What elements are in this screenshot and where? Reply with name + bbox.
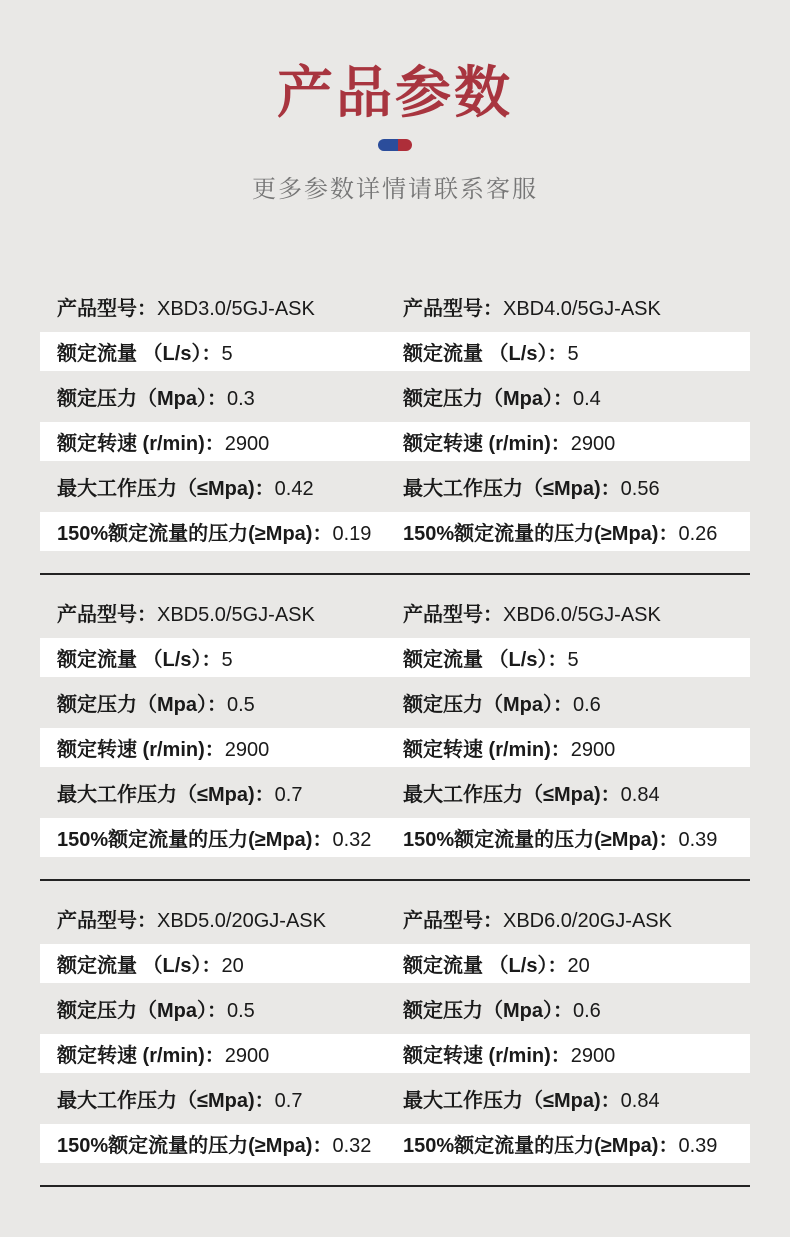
spec-cell-right bbox=[395, 643, 750, 672]
spec-label: 产品型号： bbox=[57, 909, 157, 932]
spec-value: 20 bbox=[567, 954, 590, 977]
spec-label: 额定转速 (r/min)： bbox=[57, 738, 225, 761]
spec-cell-right bbox=[395, 292, 750, 321]
spec-cell-right bbox=[395, 1084, 750, 1113]
spec-label: 150%额定流量的压力(≥Mpa)： bbox=[57, 828, 333, 851]
overload-flow-pressure-row bbox=[40, 1124, 750, 1163]
spec-label: 额定压力（Mpa）： bbox=[403, 387, 573, 410]
spec-value: 0.32 bbox=[332, 1134, 372, 1157]
product-model-row bbox=[40, 284, 750, 329]
spec-label: 额定压力（Mpa）： bbox=[403, 999, 573, 1022]
spec-label: 额定流量 （L/s）： bbox=[57, 648, 222, 671]
spec-cell-right bbox=[395, 994, 750, 1023]
spec-cell-right bbox=[395, 1129, 750, 1158]
spec-label: 150%额定流量的压力(≥Mpa)： bbox=[403, 522, 679, 545]
spec-value: 2900 bbox=[224, 432, 270, 455]
spec-cell-left bbox=[40, 517, 395, 546]
spec-cell-right bbox=[395, 778, 750, 807]
spec-label: 150%额定流量的压力(≥Mpa)： bbox=[403, 1134, 679, 1157]
spec-value: 5 bbox=[567, 342, 579, 365]
spec-label: 最大工作压力（≤Mpa)： bbox=[57, 1089, 275, 1112]
spec-cell-right bbox=[395, 949, 750, 978]
max-working-pressure-row bbox=[40, 770, 750, 815]
spec-value: 5 bbox=[567, 648, 579, 671]
spec-value: 0.19 bbox=[332, 522, 372, 545]
spec-cell-left bbox=[40, 949, 395, 978]
spec-table-2 bbox=[40, 590, 750, 857]
spec-value: 0.4 bbox=[573, 387, 601, 410]
spec-value: 0.5 bbox=[227, 999, 255, 1022]
spec-cell-left bbox=[40, 337, 395, 366]
spec-value: 0.6 bbox=[573, 693, 601, 716]
spec-cell-left bbox=[40, 823, 395, 852]
spec-table-1 bbox=[40, 284, 750, 551]
spec-label: 额定流量 （L/s）： bbox=[403, 954, 568, 977]
spec-label: 额定压力（Mpa）： bbox=[57, 387, 227, 410]
spec-cell-right bbox=[395, 823, 750, 852]
page-subtitle: 更多参数详情请联系客服 bbox=[252, 175, 538, 203]
spec-label: 额定压力（Mpa）： bbox=[57, 693, 227, 716]
divider-red-segment bbox=[398, 139, 412, 151]
section-divider bbox=[40, 573, 750, 575]
spec-label: 额定压力（Mpa）： bbox=[403, 693, 573, 716]
spec-tables-container bbox=[40, 284, 750, 1187]
spec-label: 额定转速 (r/min)： bbox=[403, 1044, 571, 1067]
spec-value: 0.3 bbox=[227, 387, 255, 410]
max-working-pressure-row bbox=[40, 464, 750, 509]
spec-label: 额定压力（Mpa）： bbox=[57, 999, 227, 1022]
spec-cell-left bbox=[40, 427, 395, 456]
rated-speed-row bbox=[40, 728, 750, 767]
spec-label: 额定转速 (r/min)： bbox=[57, 432, 225, 455]
product-params-header bbox=[0, 0, 790, 204]
spec-cell-left bbox=[40, 778, 395, 807]
product-model-row bbox=[40, 590, 750, 635]
spec-cell-left bbox=[40, 1084, 395, 1113]
spec-value: 0.7 bbox=[274, 1089, 303, 1112]
spec-label: 额定流量 （L/s）： bbox=[403, 342, 568, 365]
spec-cell-left bbox=[40, 1129, 395, 1158]
rated-speed-row bbox=[40, 1034, 750, 1073]
spec-cell-left bbox=[40, 472, 395, 501]
spec-label: 额定流量 （L/s）： bbox=[403, 648, 568, 671]
spec-cell-right bbox=[395, 337, 750, 366]
spec-cell-right bbox=[395, 733, 750, 762]
spec-table-3 bbox=[40, 896, 750, 1163]
spec-value: XBD5.0/20GJ-ASK bbox=[157, 909, 326, 932]
spec-value: 2900 bbox=[224, 1044, 270, 1067]
rated-flow-row bbox=[40, 944, 750, 983]
spec-label: 额定流量 （L/s）： bbox=[57, 954, 222, 977]
spec-label: 产品型号： bbox=[57, 297, 157, 320]
overload-flow-pressure-row bbox=[40, 512, 750, 551]
spec-cell-right bbox=[395, 472, 750, 501]
spec-cell-left bbox=[40, 382, 395, 411]
spec-value: XBD5.0/5GJ-ASK bbox=[157, 603, 315, 626]
spec-value: 0.56 bbox=[620, 477, 660, 500]
spec-cell-right bbox=[395, 688, 750, 717]
rated-pressure-row bbox=[40, 680, 750, 725]
rated-pressure-row bbox=[40, 986, 750, 1031]
spec-cell-left bbox=[40, 904, 395, 933]
spec-value: 0.32 bbox=[332, 828, 372, 851]
spec-cell-right bbox=[395, 382, 750, 411]
spec-value: 0.7 bbox=[274, 783, 303, 806]
spec-label: 最大工作压力（≤Mpa)： bbox=[403, 783, 621, 806]
section-divider bbox=[40, 879, 750, 881]
spec-label: 额定转速 (r/min)： bbox=[403, 432, 571, 455]
spec-label: 额定转速 (r/min)： bbox=[403, 738, 571, 761]
page-title: 产品参数 bbox=[277, 61, 513, 124]
spec-label: 产品型号： bbox=[403, 297, 503, 320]
spec-cell-right bbox=[395, 427, 750, 456]
spec-label: 150%额定流量的压力(≥Mpa)： bbox=[57, 522, 333, 545]
spec-value: 0.42 bbox=[274, 477, 314, 500]
spec-value: 2900 bbox=[224, 738, 270, 761]
spec-cell-left bbox=[40, 598, 395, 627]
max-working-pressure-row bbox=[40, 1076, 750, 1121]
spec-label: 150%额定流量的压力(≥Mpa)： bbox=[57, 1134, 333, 1157]
spec-cell-left bbox=[40, 688, 395, 717]
spec-value: 0.39 bbox=[678, 828, 718, 851]
spec-cell-left bbox=[40, 1039, 395, 1068]
spec-value: XBD3.0/5GJ-ASK bbox=[157, 297, 315, 320]
spec-label: 最大工作压力（≤Mpa)： bbox=[403, 477, 621, 500]
spec-label: 最大工作压力（≤Mpa)： bbox=[403, 1089, 621, 1112]
spec-cell-right bbox=[395, 517, 750, 546]
spec-label: 最大工作压力（≤Mpa)： bbox=[57, 477, 275, 500]
spec-cell-right bbox=[395, 904, 750, 933]
spec-value: 5 bbox=[221, 648, 233, 671]
product-model-row bbox=[40, 896, 750, 941]
spec-label: 150%额定流量的压力(≥Mpa)： bbox=[403, 828, 679, 851]
rated-flow-row bbox=[40, 332, 750, 371]
spec-value: 0.39 bbox=[678, 1134, 718, 1157]
overload-flow-pressure-row bbox=[40, 818, 750, 857]
spec-value: XBD6.0/5GJ-ASK bbox=[503, 603, 661, 626]
spec-value: 0.5 bbox=[227, 693, 255, 716]
divider-blue-segment bbox=[378, 139, 398, 151]
section-divider bbox=[40, 1185, 750, 1187]
title-divider bbox=[378, 139, 412, 151]
spec-value: 2900 bbox=[570, 738, 616, 761]
spec-label: 产品型号： bbox=[57, 603, 157, 626]
spec-value: 0.6 bbox=[573, 999, 601, 1022]
spec-label: 额定转速 (r/min)： bbox=[57, 1044, 225, 1067]
rated-flow-row bbox=[40, 638, 750, 677]
spec-value: 2900 bbox=[570, 432, 616, 455]
spec-cell-left bbox=[40, 292, 395, 321]
spec-label: 产品型号： bbox=[403, 603, 503, 626]
spec-value: 0.26 bbox=[678, 522, 718, 545]
spec-label: 产品型号： bbox=[403, 909, 503, 932]
spec-label: 最大工作压力（≤Mpa)： bbox=[57, 783, 275, 806]
spec-cell-right bbox=[395, 598, 750, 627]
spec-cell-left bbox=[40, 643, 395, 672]
spec-cell-left bbox=[40, 733, 395, 762]
spec-value: 0.84 bbox=[620, 1089, 660, 1112]
spec-value: 2900 bbox=[570, 1044, 616, 1067]
spec-value: 0.84 bbox=[620, 783, 660, 806]
rated-pressure-row bbox=[40, 374, 750, 419]
rated-speed-row bbox=[40, 422, 750, 461]
spec-value: XBD4.0/5GJ-ASK bbox=[503, 297, 661, 320]
spec-label: 额定流量 （L/s）： bbox=[57, 342, 222, 365]
spec-value: 5 bbox=[221, 342, 233, 365]
spec-value: XBD6.0/20GJ-ASK bbox=[503, 909, 672, 932]
spec-value: 20 bbox=[221, 954, 244, 977]
spec-cell-left bbox=[40, 994, 395, 1023]
spec-cell-right bbox=[395, 1039, 750, 1068]
